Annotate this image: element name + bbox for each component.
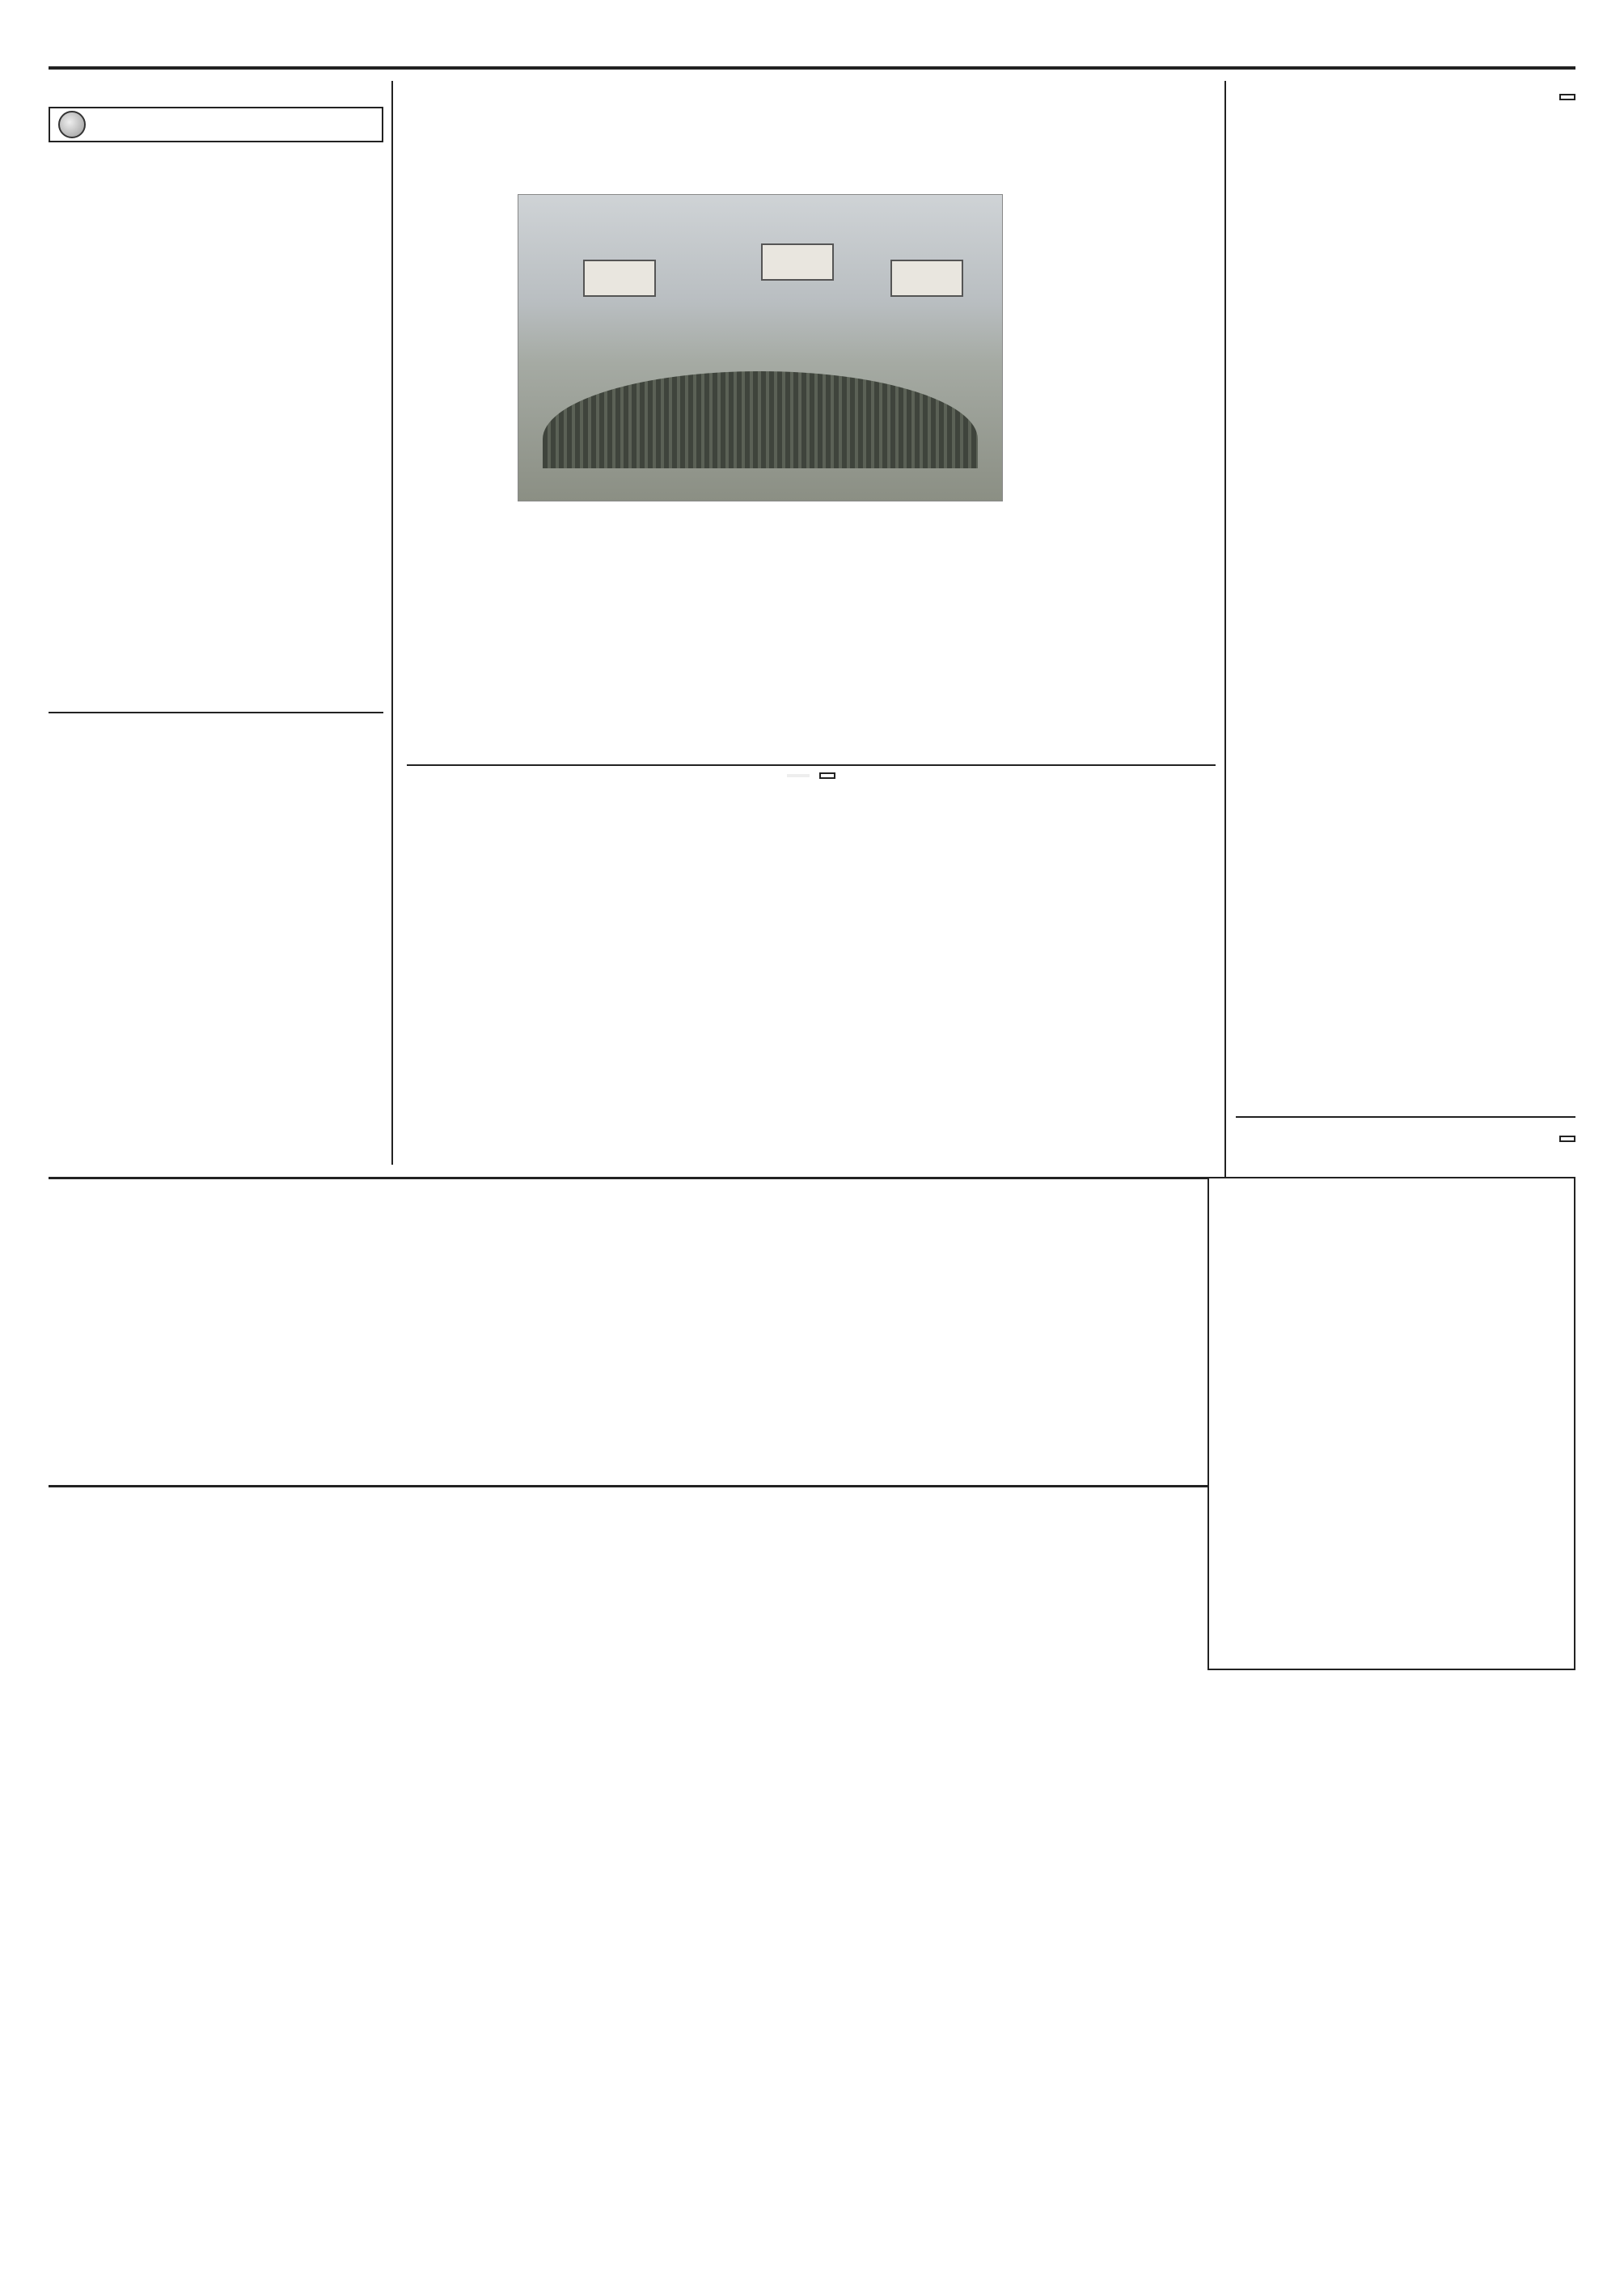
uk-fm-story	[1236, 81, 1575, 1100]
section-tag	[819, 772, 835, 779]
saudi-iran-header	[407, 764, 1216, 779]
lead-story-col-left	[400, 194, 510, 752]
column-divider	[391, 81, 393, 1165]
tag-label	[1559, 1136, 1575, 1142]
photo-vehicle	[890, 260, 963, 297]
section-tag	[1559, 87, 1575, 105]
tag-label	[1559, 94, 1575, 100]
lead-story-photo	[518, 194, 1003, 501]
globe-icon	[58, 111, 86, 138]
short-news-item-1	[49, 150, 383, 700]
photo-vehicle	[583, 260, 656, 297]
short-news-item-2	[49, 712, 383, 1165]
section-tag	[1559, 1129, 1575, 1147]
photo-vehicle	[761, 243, 834, 281]
title-row	[407, 772, 1216, 779]
legal-ad	[1207, 1177, 1575, 1670]
saudi-iran-body	[407, 849, 1216, 1173]
photo-crowd	[543, 371, 978, 468]
short-news-header	[49, 107, 383, 142]
lead-story-col1	[1009, 194, 1216, 752]
masthead	[49, 19, 1575, 70]
lead-story-header	[407, 81, 1216, 84]
story-title	[787, 774, 810, 777]
ads-divider	[49, 1177, 1209, 1179]
lead-story-cols	[518, 514, 1003, 752]
